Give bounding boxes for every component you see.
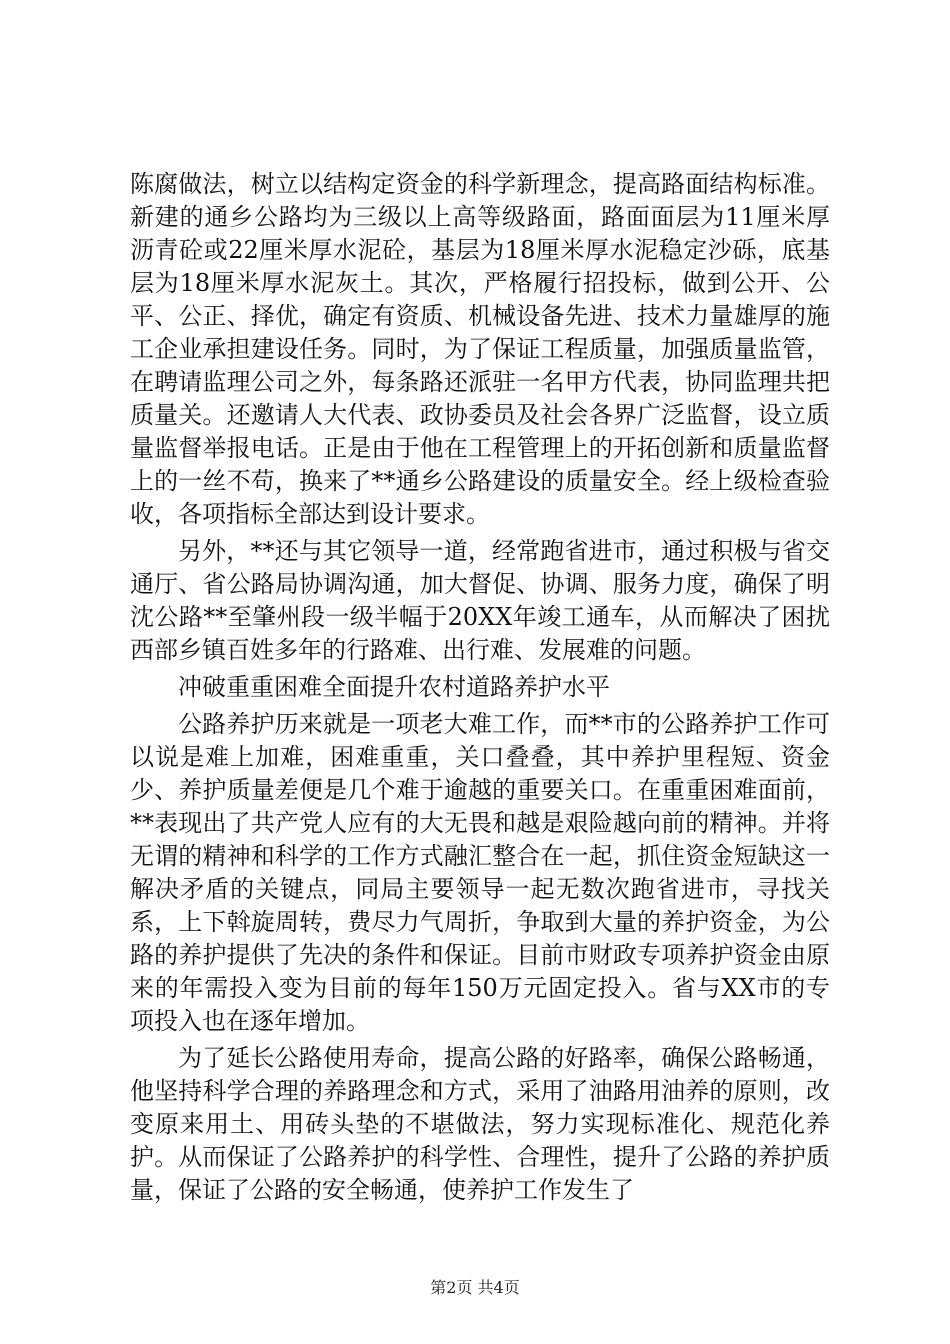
paragraph: 另外，**还与其它领导一道，经常跑省进市，通过积极与省交通厅、省公路局协调沟通，加大督促、协调、服务力度，确保了明沈公路**至肇州段一级半幅于20XX年竣工通车，从而解决了困扰西部乡镇百姓多年的行路难、出行难、发展难的问题。 [130,537,830,664]
page-number-footer: 第2页 共4页 [430,1278,520,1297]
document-body [130,168,830,1207]
paragraph: 公路养护历来就是一项老大难工作，而**市的公路养护工作可以说是难上加难，困难重重，关口叠叠，其中养护里程短、资金少、养护质量差便是几个难于逾越的重要关口。在重重困难面前，**表现出了共产党人应有的大无畏和越是艰险越向前的精神。并将无谓的精神和科学的工作方式融汇整合在一起，抓住资金短缺这一解决矛盾的关键点，同局主要领导一起无数次跑省进市，寻找关系，上下斡旋周转，费尽力气周折，争取到大量的养护资金，为公路的养护提供了先决的条件和保证。目前市财政专项养护资金由原来的年需投入变为目前的每年150万元固定投入。省与XX市的专项投入也在逐年增加。 [130,710,830,1035]
paragraph: 为了延长公路使用寿命，提高公路的好路率，确保公路畅通，他坚持科学合理的养路理念和方式，采用了油路用油养的原则，改变原来用土、用砖头垫的不堪做法，努力实现标准化、规范化养护。从而保证了公路养护的科学性、合理性，提升了公路的养护质量，保证了公路的安全畅通，使养护工作发生了 [130,1044,830,1204]
section-heading: 冲破重重困难全面提升农村道路养护水平 [178,673,610,701]
paragraph-continuation: 陈腐做法，树立以结构定资金的科学新理念，提高路面结构标准。新建的通乡公路均为三级以上高等级路面，路面面层为11厘米厚沥青砼或22厘米厚水泥砼，基层为18厘米厚水泥稳定沙砾，底基层为18厘米厚水泥灰土。其次，严格履行招投标，做到公开、公平、公正、择优，确定有资质、机械设备先进、技术力量雄厚的施工企业承担建设任务。同时，为了保证工程质量，加强质量监管，在聘请监理公司之外，每条路还派驻一名甲方代表，协同监理共把质量关。还邀请人大代表、政协委员及社会各界广泛监督，设立质量监督举报电话。正是由于他在工程管理上的开拓创新和质量监督上的一丝不苟，换来了**通乡公路建设的质量安全。经上级检查验收，各项指标全部达到设计要求。 [130,170,830,528]
